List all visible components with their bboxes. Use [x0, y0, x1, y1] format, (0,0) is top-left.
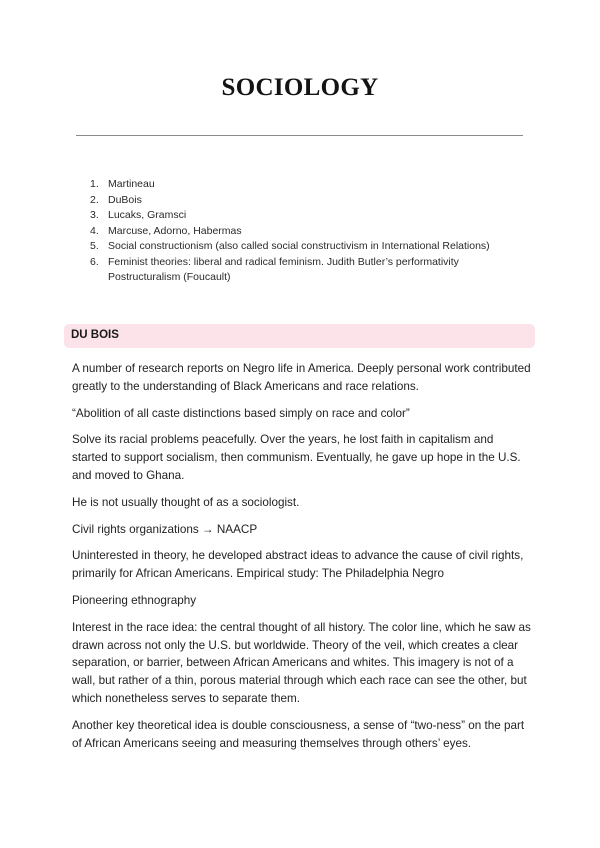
section-header-du-bois	[64, 324, 535, 348]
list-item-number: 2.	[90, 193, 99, 206]
list-item-text: Martineau	[108, 178, 155, 190]
section-body	[72, 360, 532, 761]
paragraph: “Abolition of all caste distinctions based simply on race and color”	[72, 406, 410, 420]
list-item-text-continued: Postructuralism (Foucault)	[108, 271, 231, 283]
list-item	[90, 239, 530, 255]
paragraph: Interest in the race idea: the central thought of all history. The color line, which he saw as drawn across not only the U.S. but worldwide. Theory of the veil, which creates a clear separation, or barrier, between African Americans and whites. This imagery is not of a wall, but rather of a thin, porous material through which each race can see the other, but which nonetheless serves to separate them.	[72, 620, 531, 705]
list-item-number: 1.	[90, 178, 99, 190]
list-item	[90, 208, 530, 224]
list-item	[90, 193, 530, 209]
list-item	[90, 224, 530, 240]
paragraph: He is not usually thought of as a sociologist.	[72, 495, 300, 509]
paragraph: Uninterested in theory, he developed abstract ideas to advance the cause of civil rights, primarily for African Americans. Empirical study: The Philadelphia Negro	[72, 549, 524, 581]
title-divider	[76, 135, 523, 136]
list-item-text: Feminist theories: liberal and radical feminism. Judith Butler’s performativity	[108, 255, 459, 268]
paragraph: Pioneering ethnography	[72, 593, 197, 607]
paragraph: Solve its racial problems peacefully. Over the years, he lost faith in capitalism and started to support socialism, then communism. Eventually, he gave up hope in the U.S. and moved to Ghana.	[72, 433, 521, 482]
topic-list	[90, 177, 530, 286]
list-item-text: Marcuse, Adorno, Habermas	[108, 224, 242, 237]
list-item-number: 6.	[90, 255, 99, 268]
list-item-number: 4.	[90, 224, 99, 237]
section-title: DU BOIS	[71, 329, 119, 341]
list-item-text: Lucaks, Gramsci	[108, 209, 187, 221]
list-item-number: 3.	[90, 209, 99, 221]
paragraph: Civil rights organizations → NAACP	[72, 522, 258, 536]
page-title: SOCIOLOGY	[221, 74, 379, 101]
paragraph: Another key theoretical idea is double consciousness, a sense of “two-ness” on the part of African Americans seeing and measuring themselves through others’ eyes.	[72, 718, 525, 750]
list-item-number: 5.	[90, 240, 99, 252]
list-item	[90, 255, 530, 286]
list-item-text: Social constructionism (also called social constructivism in International Relations)	[108, 240, 490, 252]
list-item-text: DuBois	[108, 193, 142, 206]
paragraph: A number of research reports on Negro life in America. Deeply personal work contributed greatly to the understanding of Black Americans and race relations.	[72, 362, 531, 393]
list-item	[90, 177, 530, 193]
